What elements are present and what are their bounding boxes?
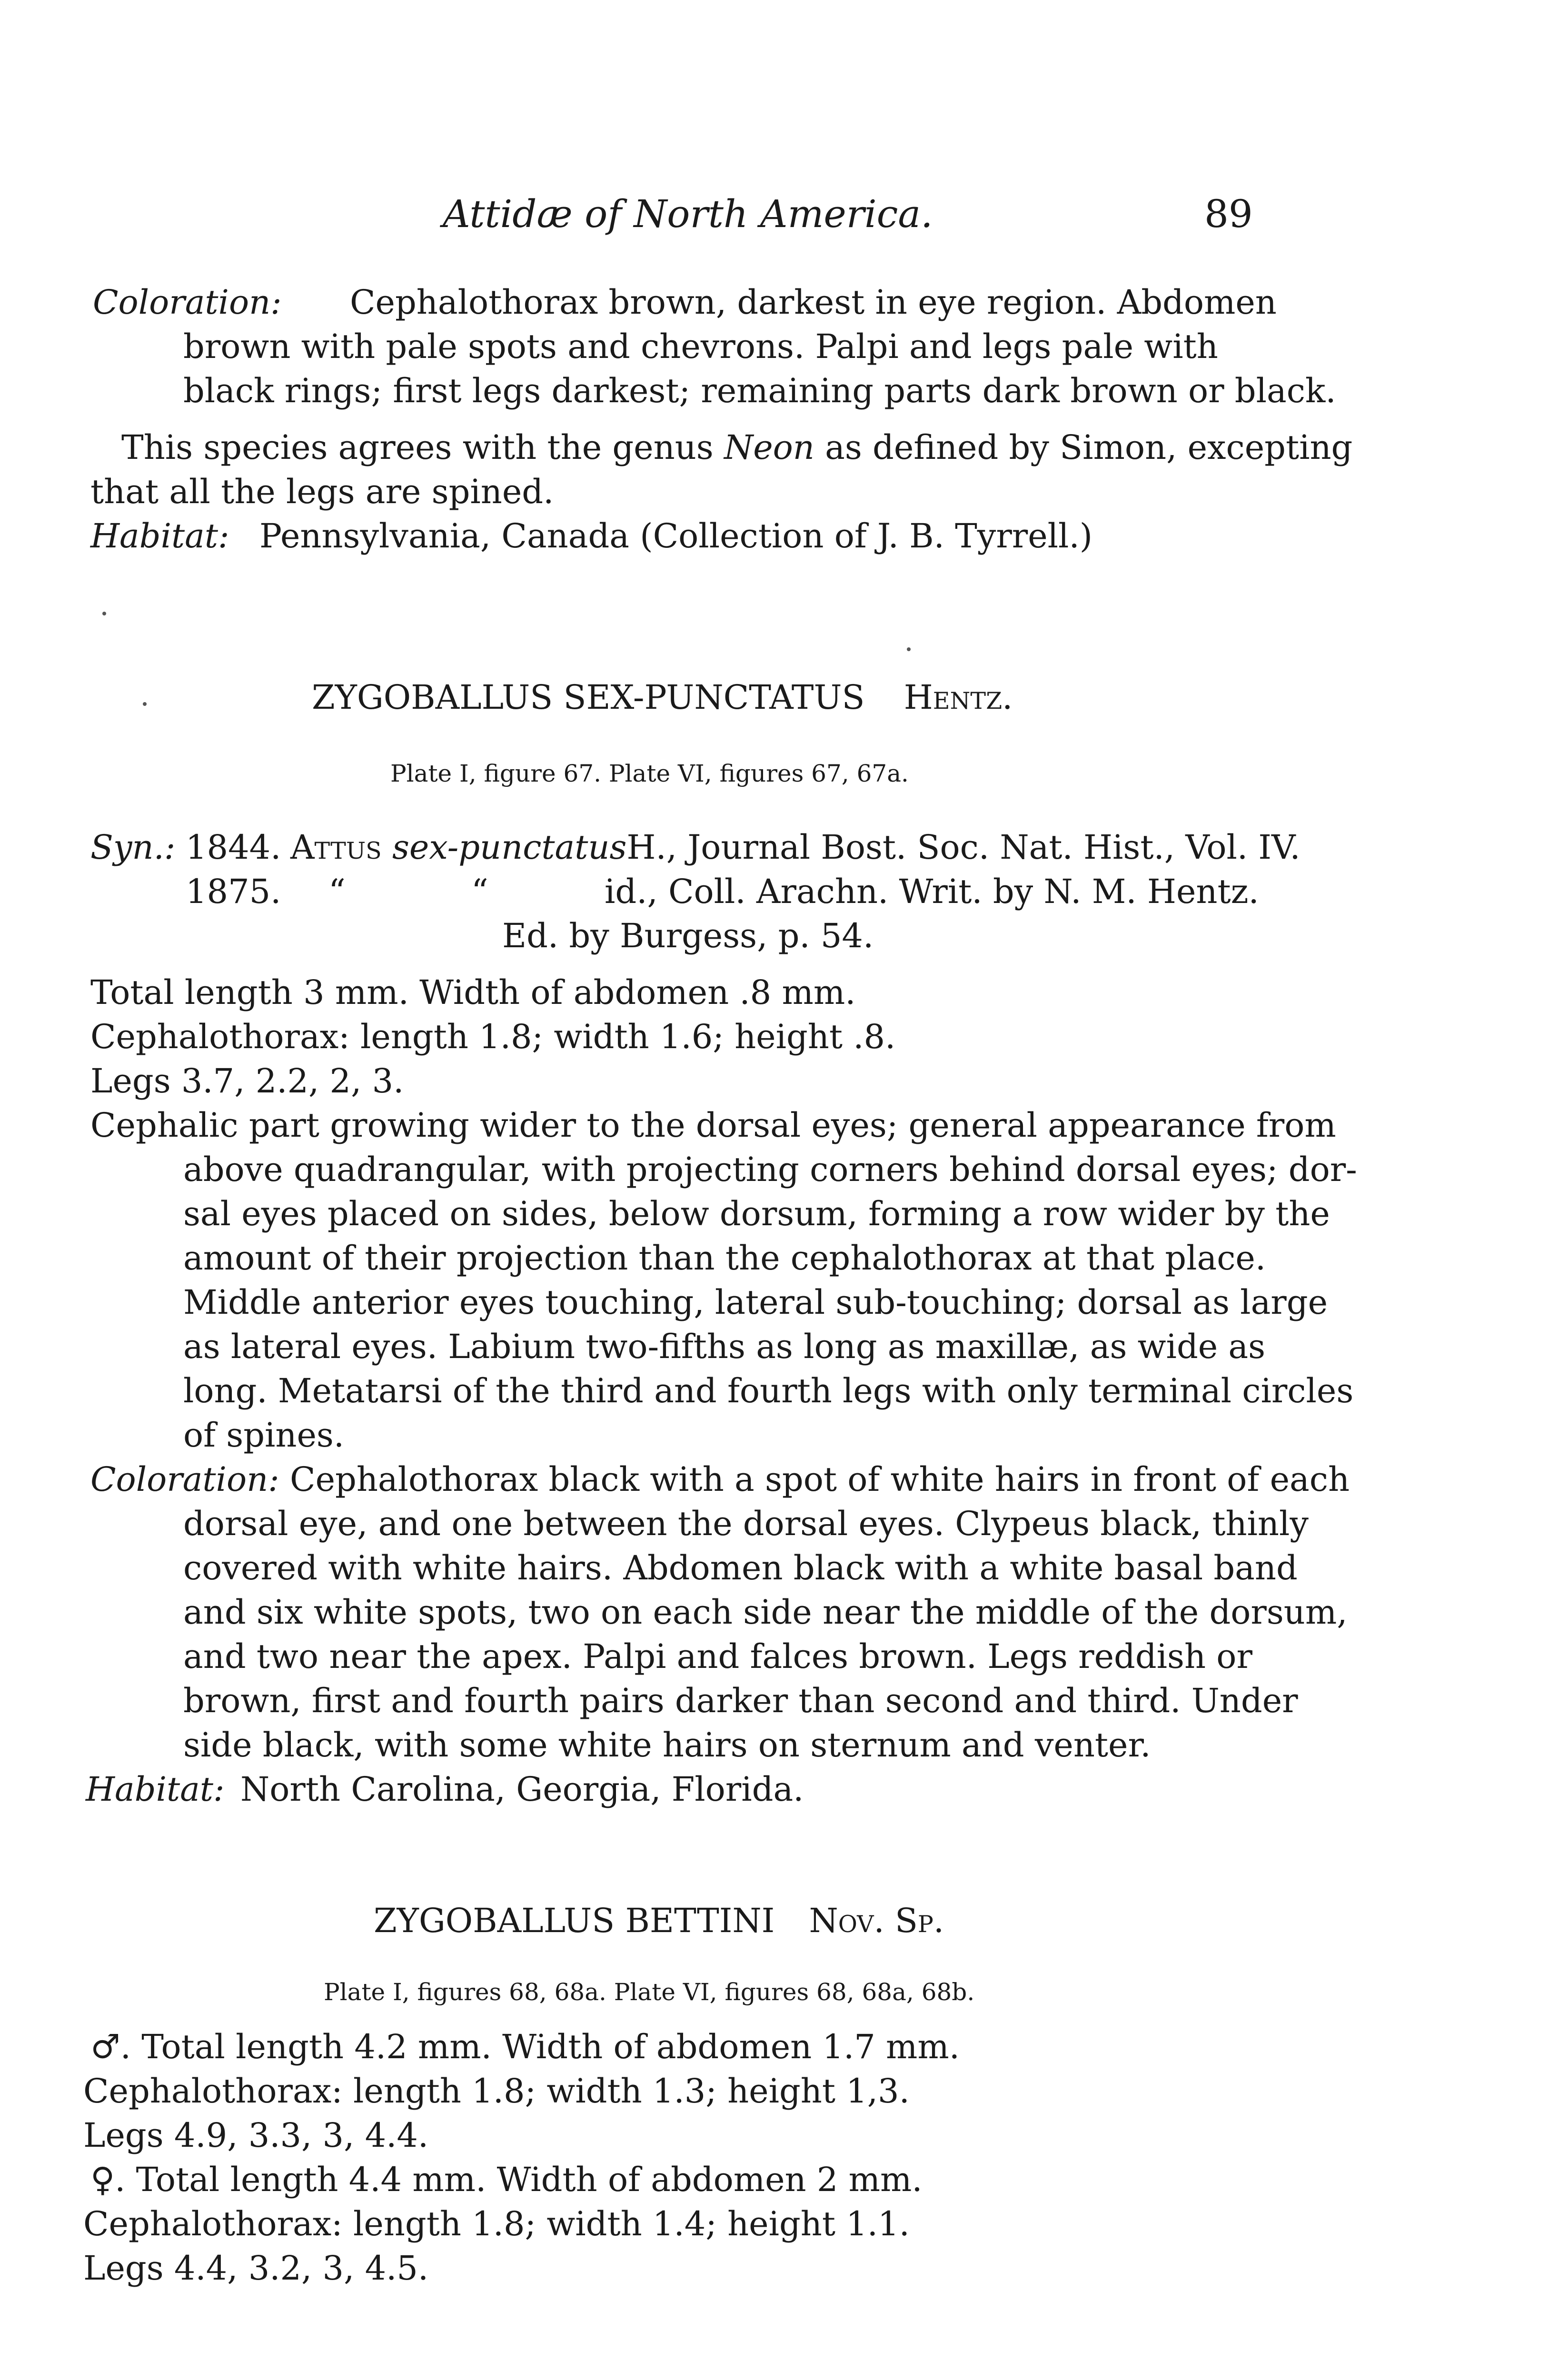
coloration-label: Coloration: [93,283,282,322]
para-text: This species agrees with the genus [121,428,714,467]
species-name: ZYGOBALLUS BETTINI [374,1901,775,1940]
plate-reference: Plate I, figures 68, 68a. Plate VI, figures 68, 68a, 68b. [324,1978,975,2006]
measurement-line: Legs 3.7, 2.2, 2, 3. [90,1061,404,1101]
syn-genus: Attus [290,828,382,867]
coloration-line: brown with pale spots and chevrons. Palpi and legs pale with [183,327,1218,366]
habitat-label: Habitat: [86,1770,225,1809]
species-author: Hentz. [904,678,1013,717]
para-text: as defined by Simon, excepting [825,428,1353,467]
description-line: amount of their projection than the cephalothorax at that place. [183,1239,1266,1278]
species-heading [374,1901,944,1940]
habitat-text: North Carolina, Georgia, Florida. [240,1770,804,1809]
species-heading [312,678,1013,717]
measurement-line: Cephalothorax: length 1.8; width 1.6; height .8. [90,1017,896,1056]
measurement-line [90,2027,960,2066]
measurement-line: Total length 3 mm. Width of abdomen .8 mm. [90,973,856,1012]
ditto-mark: “ [328,872,346,911]
print-speck [907,647,911,651]
paragraph-line: that all the legs are spined. [90,472,554,511]
print-speck [143,702,147,706]
coloration-text: Cephalothorax black with a spot of white hairs in front of each [290,1460,1350,1499]
coloration-line: dorsal eye, and one between the dorsal eyes. Clypeus black, thinly [183,1504,1309,1543]
coloration-line: and six white spots, two on each side near the middle of the dorsum, [183,1593,1348,1632]
ditto-mark: “ [471,872,488,911]
syn-rest: id., Coll. Arachn. Writ. by N. M. Hentz. [605,872,1259,911]
coloration-line: brown, first and fourth pairs darker than second and third. Under [183,1681,1298,1720]
measurement-line: Cephalothorax: length 1.8; width 1.3; height 1,3. [83,2072,910,2111]
paragraph-line [121,428,1353,467]
habitat-label: Habitat: [90,516,229,555]
coloration-line: black rings; first legs darkest; remaining parts dark brown or black. [183,371,1336,410]
measurement-line: Legs 4.4, 3.2, 3, 4.5. [83,2249,429,2288]
coloration-line: and two near the apex. Palpi and falces brown. Legs reddish or [183,1637,1252,1676]
description-line: as lateral eyes. Labium two-fifths as long as maxillæ, as wide as [183,1327,1266,1366]
syn-rest: H., Journal Bost. Soc. Nat. Hist., Vol. IV. [626,828,1301,867]
syn-year: 1875. [186,872,281,911]
page-number: 89 [1204,192,1253,236]
print-speck [102,612,106,615]
male-measurement: . Total length 4.2 mm. Width of abdomen 1.7 mm. [120,2027,960,2066]
running-title: Attidæ of North America. [443,192,933,236]
measurement-line: Legs 4.9, 3.3, 3, 4.4. [83,2116,429,2155]
syn-rest: Ed. by Burgess, p. 54. [502,916,874,955]
description-line: Middle anterior eyes touching, lateral sub-touching; dorsal as large [183,1283,1328,1322]
description-line: above quadrangular, with projecting corners behind dorsal eyes; dor- [183,1150,1357,1189]
coloration-line: Cephalothorax brown, darkest in eye region. Abdomen [350,283,1277,322]
habitat-text: Pennsylvania, Canada (Collection of J. B. Tyrrell.) [259,516,1092,555]
description-line: sal eyes placed on sides, below dorsum, forming a row wider by the [183,1194,1330,1233]
female-measurement: . Total length 4.4 mm. Width of abdomen 2 mm. [115,2160,923,2199]
species-name: ZYGOBALLUS SEX-PUNCTATUS [312,678,865,717]
male-symbol: ♂ [90,2027,120,2066]
syn-year: 1844. [186,828,281,867]
coloration-line [90,1460,1350,1499]
syn-label: Syn.: [90,828,176,867]
coloration-label: Coloration: [90,1460,279,1499]
description-line: Cephalic part growing wider to the dorsal eyes; general appearance from [90,1106,1336,1145]
syn-species: sex-punctatus [392,828,627,867]
coloration-line: covered with white hairs. Abdomen black with a white basal band [183,1548,1298,1587]
description-line: long. Metatarsi of the third and fourth legs with only terminal circles [183,1371,1354,1410]
species-author: Nov. Sp. [809,1901,944,1940]
plate-reference: Plate I, figure 67. Plate VI, figures 67, 67a. [390,760,909,787]
female-symbol: ♀ [90,2160,115,2199]
description-line: of spines. [183,1416,345,1455]
syn-entry [290,828,1301,867]
measurement-line: Cephalothorax: length 1.8; width 1.4; height 1.1. [83,2204,910,2243]
genus-name: Neon [724,428,814,467]
coloration-line: side black, with some white hairs on sternum and venter. [183,1726,1151,1765]
measurement-line [90,2160,923,2199]
